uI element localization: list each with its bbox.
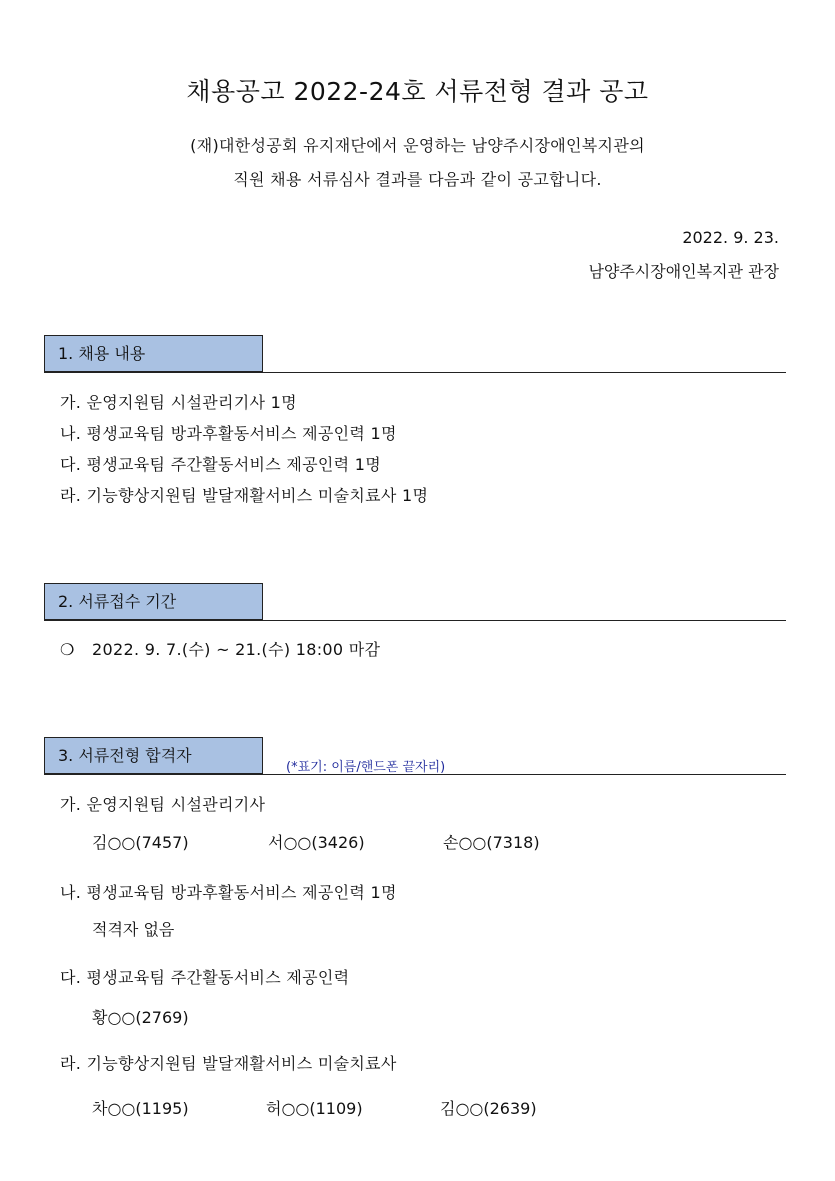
intro-line-2: 직원 채용 서류심사 결과를 다음과 같이 공고합니다. [233,170,602,189]
bullet-icon: ❍ [60,640,75,659]
section-1-heading: 1. 채용 내용 [44,335,263,372]
section-2-heading: 2. 서류접수 기간 [44,583,263,620]
candidate-4-2: 허○○(1109) [266,1099,363,1118]
candidate-4-1: 차○○(1195) [92,1099,189,1118]
intro-line-1: (재)대한성공회 유지재단에서 운영하는 남양주시장애인복지관의 [190,136,645,155]
candidate-1-1: 김○○(7457) [92,833,189,852]
group-1-title: 가. 운영지원팀 시설관리기사 [60,795,266,814]
candidate-3-1: 황○○(2769) [92,1008,189,1027]
section-1-rule [44,372,786,373]
group-2-title: 나. 평생교육팀 방과후활동서비스 제공인력 1명 [60,883,397,902]
section-1-item-3: 다. 평생교육팀 주간활동서비스 제공인력 1명 [60,455,382,474]
section-1-item-4: 라. 기능향상지원팀 발달재활서비스 미술치료사 1명 [60,486,429,505]
section-1-item-1: 가. 운영지원팀 시설관리기사 1명 [60,393,297,412]
group-4-title: 라. 기능향상지원팀 발달재활서비스 미술치료사 [60,1054,397,1073]
candidate-1-3: 손○○(7318) [443,833,540,852]
notation-note: (*표기: 이름/핸드폰 끝자리) [286,760,446,775]
section-2-rule [44,620,786,621]
group-3-title: 다. 평생교육팀 주간활동서비스 제공인력 [60,968,350,987]
page-title: 채용공고 2022-24호 서류전형 결과 공고 [186,77,649,106]
no-eligible-candidates: 적격자 없음 [92,920,175,939]
announcement-date: 2022. 9. 23. [682,228,779,247]
application-period-text: 2022. 9. 7.(수) ~ 21.(수) 18:00 마감 [92,640,381,659]
section-3-heading: 3. 서류전형 합격자 [44,737,263,774]
candidate-1-2: 서○○(3426) [268,833,365,852]
section-1-item-2: 나. 평생교육팀 방과후활동서비스 제공인력 1명 [60,424,397,443]
application-period [60,637,380,660]
candidate-4-3: 김○○(2639) [440,1099,537,1118]
issuer: 남양주시장애인복지관 관장 [588,262,779,281]
